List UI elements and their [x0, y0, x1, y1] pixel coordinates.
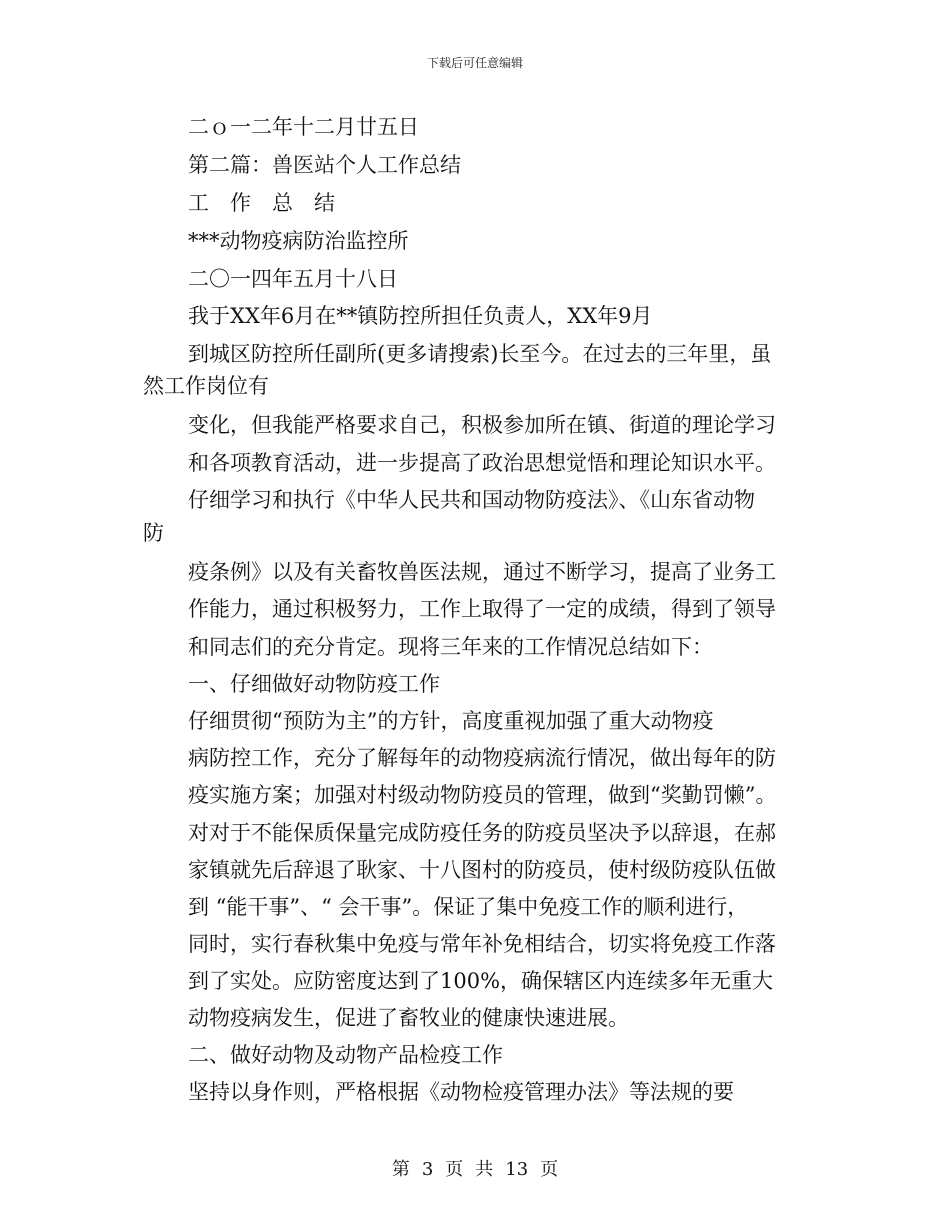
- text-line: 和各项教育活动，进一步提高了政治思想觉悟和理论知识水平。: [188, 451, 776, 475]
- text-line: 到了实处。应防密度达到了100%，确保辖区内连续多年无重大: [188, 969, 774, 993]
- footer-label-total: 共: [475, 1159, 494, 1180]
- text-line: 仔细贯彻“预防为主”的方针，高度重视加强了重大动物疫: [188, 709, 714, 733]
- text-line: 仔细学习和执行《中华人民共和国动物防疫法》、《山东省动物: [188, 488, 755, 512]
- text-line: 疫实施方案；加强对村级动物防疫员的管理，做到“奖勤罚懒”。: [188, 783, 777, 807]
- text-line: 和同志们的充分肯定。现将三年来的工作情况总结如下：: [188, 635, 713, 659]
- text-line: 到城区防控所任副所(更多请搜索)长至今。在过去的三年里，虽: [188, 342, 772, 366]
- text-line: 然工作岗位有: [143, 374, 269, 398]
- page-footer: [0, 1155, 950, 1181]
- footer-label-mid: 页: [445, 1159, 464, 1180]
- text-line: 家镇就先后辞退了耿家、十八图村的防疫员，使村级防疫队伍做: [188, 858, 776, 882]
- text-line: 同时，实行春秋集中免疫与常年补免相结合，切实将免疫工作落: [188, 932, 776, 956]
- current-page-number: 3: [421, 1159, 434, 1180]
- text-line: 我于XX年6月在**镇防控所担任负责人，XX年9月: [188, 304, 653, 328]
- text-line: 疫条例》以及有关畜牧兽医法规，通过不断学习，提高了业务工: [188, 560, 776, 584]
- text-line: 坚持以身作则，严格根据《动物检疫管理办法》等法规的要: [188, 1080, 734, 1104]
- text-line: 对对于不能保质保量完成防疫任务的防疫员坚决予以辞退，在郝: [188, 821, 776, 845]
- footer-label-end: 页: [540, 1159, 559, 1180]
- text-line: 第二篇：兽医站个人工作总结: [188, 153, 461, 177]
- text-line: 二ｏ一二年十二月廿五日: [188, 115, 419, 139]
- total-pages-number: 13: [505, 1159, 529, 1180]
- text-line: 到 “能干事”、“ 会干事”。保证了集中免疫工作的顺利进行，: [188, 895, 749, 919]
- text-line: 防: [143, 521, 164, 545]
- text-line: 工 作 总 结: [188, 191, 335, 215]
- header-note: 下载后可任意编辑: [426, 56, 523, 70]
- text-line: 二〇一四年五月十八日: [188, 267, 398, 291]
- text-line: 变化，但我能严格要求自己，积极参加所在镇、街道的理论学习: [188, 413, 776, 437]
- text-line: 病防控工作，充分了解每年的动物疫病流行情况，做出每年的防: [188, 746, 776, 770]
- text-line: 作能力，通过积极努力，工作上取得了一定的成绩，得到了领导: [188, 597, 776, 621]
- section-heading: 一、仔细做好动物防疫工作: [188, 672, 440, 696]
- footer-label-page: 第: [391, 1159, 410, 1180]
- text-line: ***动物疫病防治监控所: [188, 229, 409, 253]
- text-line: 动物疫病发生，促进了畜牧业的健康快速进展。: [188, 1006, 629, 1030]
- section-heading: 二、做好动物及动物产品检疫工作: [188, 1043, 503, 1067]
